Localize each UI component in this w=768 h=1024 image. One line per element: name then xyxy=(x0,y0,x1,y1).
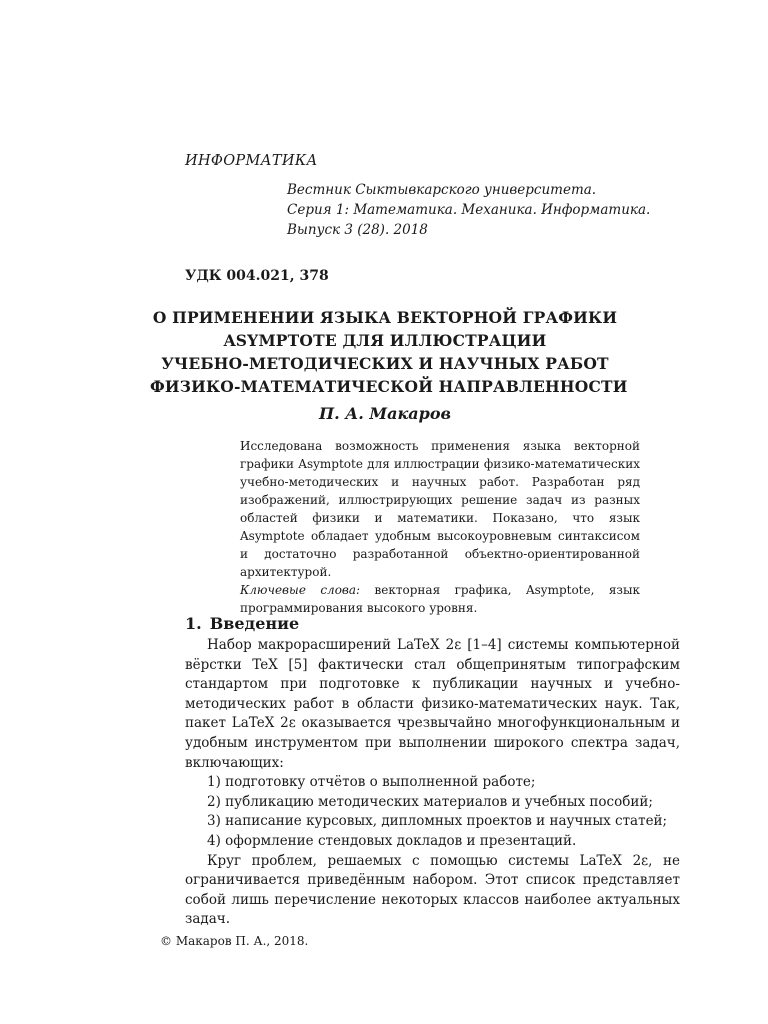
copyright-footer: © Макаров П. А., 2018. xyxy=(160,934,309,948)
paragraph: Круг проблем, решаемых с помощью системы LaTeX 2ε, не ограничивается приведённым набором. Этот список представляет собой лишь перечисление некоторых классов наиболее актуальных задач. xyxy=(185,852,680,928)
section-label: ИНФОРМАТИКА xyxy=(185,153,318,169)
paper-title xyxy=(150,306,628,398)
udk-code: УДК 004.021, 378 xyxy=(185,268,329,284)
abstract-text: Исследована возможность применения языка векторной графики Asymptote для иллюстрации физико-математических учебно-методических и научных работ. Разработан ряд изображений, иллюстрирующих решение задач из разных областей физики и математики. Показано, что язык Asymptote обладает удобным высокоуровневым синтаксисом и достаточно разработанной объектно-ориентированной архитектурой. xyxy=(240,439,640,579)
list-item: 2) публикацию методических материалов и учебных пособий; xyxy=(207,793,653,810)
title-line: О ПРИМЕНЕНИИ ЯЗЫКА ВЕКТОРНОЙ ГРАФИКИ xyxy=(152,308,618,327)
keywords-label: Ключевые слова: xyxy=(240,583,361,597)
title-line: ФИЗИКО-МАТЕМАТИЧЕСКОЙ НАПРАВЛЕННОСТИ xyxy=(150,377,628,396)
list-item: 3) написание курсовых, дипломных проектов и научных статей; xyxy=(207,813,668,830)
abstract xyxy=(240,437,640,617)
list-item: 4) оформление стендовых докладов и презентаций. xyxy=(207,832,577,849)
section-title: Введение xyxy=(209,614,300,633)
section-heading xyxy=(185,614,307,633)
author-name: П. А. Макаров xyxy=(318,404,452,423)
keywords xyxy=(240,581,640,617)
body-text xyxy=(185,636,680,930)
list-item: 1) подготовку отчётов о выполненной работе; xyxy=(207,774,536,791)
keywords-text: векторная графика, Asymptote, язык программирования высокого уровня. xyxy=(240,583,640,615)
journal-line: Серия 1: Математика. Механика. Информатика. xyxy=(287,202,651,218)
title-line: УЧЕБНО-МЕТОДИЧЕСКИХ И НАУЧНЫХ РАБОТ xyxy=(161,354,609,373)
title-line: ASYMPTOTE ДЛЯ ИЛЛЮСТРАЦИИ xyxy=(223,331,547,350)
journal-line: Выпуск 3 (28). 2018 xyxy=(287,222,428,238)
journal-line: Вестник Сыктывкарского университета. xyxy=(287,182,597,198)
section-number: 1. xyxy=(185,614,202,633)
paragraph: Набор макрорасширений LaTeX 2ε [1–4] системы компьютерной вёрстки TeX [5] фактически стал общепринятым типографским стандартом при подготовке к публикации научных и учебно-методических работ в области физико-математических наук. Так, пакет LaTeX 2ε оказывается чрезвычайно многофункциональным и удобным инструментом при выполнении широкого спектра задач, включающих: xyxy=(185,637,680,771)
journal-info xyxy=(287,180,650,240)
